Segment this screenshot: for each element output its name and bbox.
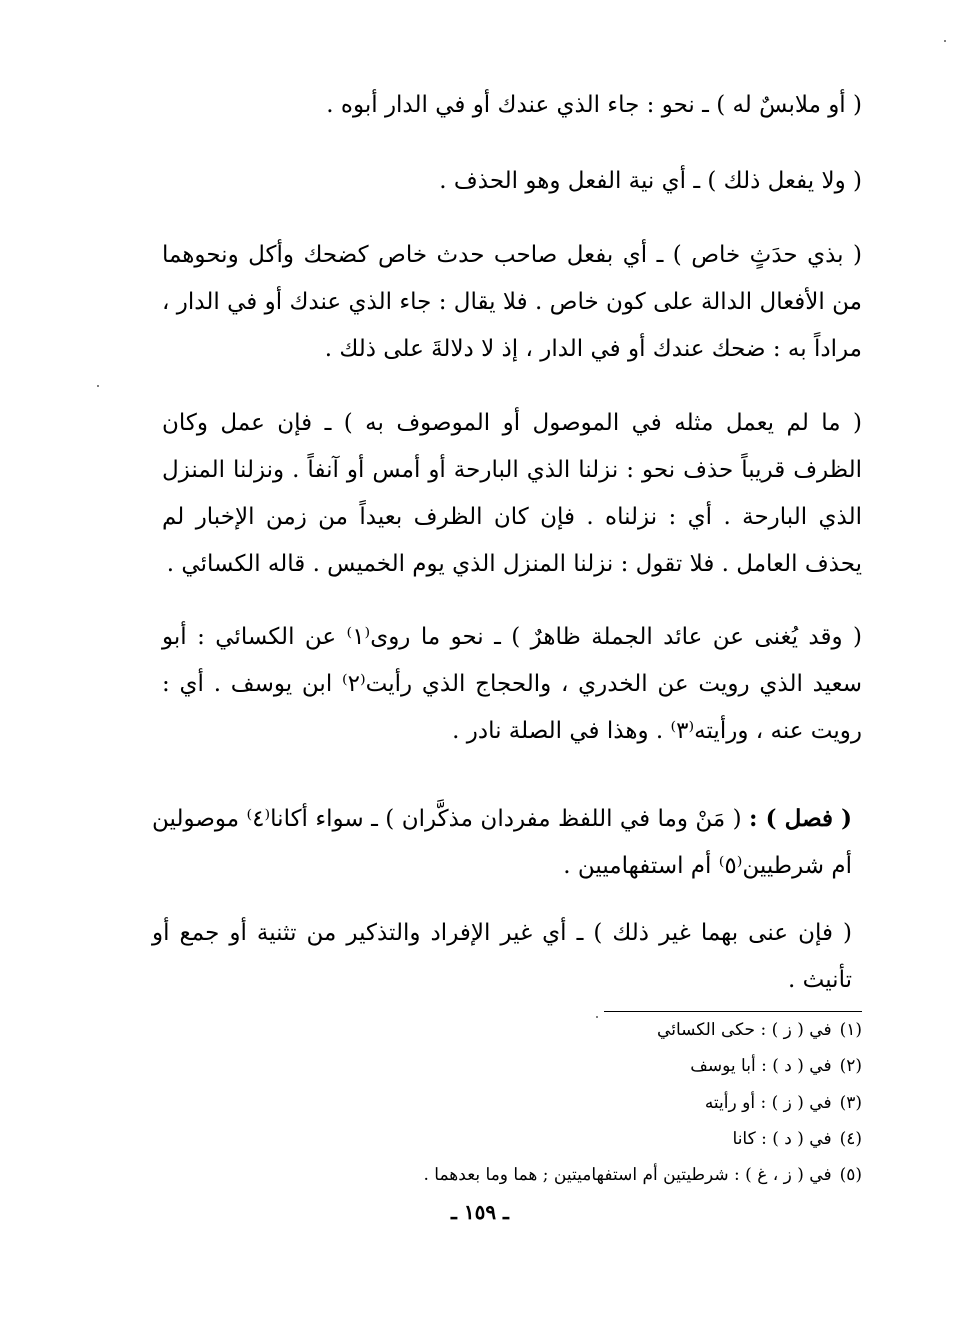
scan-speck <box>97 385 99 387</box>
paragraph-6 <box>152 795 852 890</box>
paragraph-3: ( بذي حدَثٍ خاص ) ـ أي بفعل صاحب حدث خاص كضحك وأكل ونحوهما من الأفعال الدالة على كون خاص . فلا يقال : جاء الذي عندك أو في الدار ، مراداً به : ضحك عندك أو في الدار ، إذ لا دلالةَ على ذلك . <box>162 242 862 362</box>
footnote-number: (٤) <box>839 1129 862 1149</box>
scan-speck <box>596 1016 598 1018</box>
paragraph-4: ( ما لم يعمل مثله في الموصول أو الموصوف به ) ـ فإن عمل وكان الظرف قريباً حذف نحو : نزلنا الذي البارحة أو أمس أو آنفاً . ونزلنا المنزل الذي البارحة . أي : نزلناه . فإن كان الظرف بعيداً من زمن الإخبار لم يحذف العامل . فلا تقول : نزلنا المنزل الذي يوم الخميس . قاله الكسائي . <box>162 410 862 577</box>
paragraph-7: ( فإن عنى بهما غير ذلك ) ـ أي غير الإفراد والتذكير من تثنية أو جمع أو تأنيث . <box>152 920 852 993</box>
paragraph-1: ( أو ملابسٌ له ) ـ نحو : جاء الذي عندك أو في الدار أبوه . <box>326 92 862 118</box>
footnote-text: في ( د ) : كانا <box>732 1129 832 1149</box>
paragraph-2: ( ولا يفعل ذلك ) ـ أي نية الفعل وهو الحذف . <box>439 168 862 194</box>
footnote-text: في ( ز ) : أو رأيته <box>704 1093 832 1113</box>
footnote-5 <box>423 1165 862 1185</box>
scan-speck <box>944 40 946 42</box>
footnote-number: (٢) <box>839 1056 862 1076</box>
footnote-number: (٥) <box>839 1165 862 1185</box>
footnote-text: في ( ز ، غ ) : شرطيتين أم استفهاميتين ; هما وما بعدهما . <box>423 1165 832 1185</box>
footnote-number: (٣) <box>839 1093 862 1113</box>
page-number: ـ ١٥٩ ـ <box>451 1200 509 1224</box>
section-heading: ( فصل ) : <box>749 805 853 832</box>
footnote-text: في ( ز ) : حكى الكسائي <box>657 1020 832 1040</box>
footnote-number: (١) <box>839 1020 862 1040</box>
footnote-separator <box>604 1011 862 1012</box>
footnote-3 <box>705 1093 862 1113</box>
paragraph-5: ( وقد يُغنى عن عائد الجملة ظاهرٌ ) ـ نحو ما روى⁽١⁾ عن الكسائي : أبو سعيد الذي رويت عن الخدري ، والحجاج الذي رأيت⁽٢⁾ ابن يوسف . أي : رويت عنه ، ورأيته⁽٣⁾ . وهذا في الصلة نادر . <box>162 624 862 744</box>
footnote-2 <box>690 1056 862 1076</box>
footnote-1 <box>657 1020 862 1040</box>
footnote-4 <box>733 1129 862 1149</box>
footnote-text: في ( د ) : أبا يوسف <box>690 1056 832 1076</box>
paragraph-6-text: ( مَنْ وما في اللفظ مفردان مذكَّران ) ـ سواء أكانا⁽٤⁾ موصولين أم شرطيين⁽٥⁾ أم استفهاميين . <box>152 806 852 879</box>
